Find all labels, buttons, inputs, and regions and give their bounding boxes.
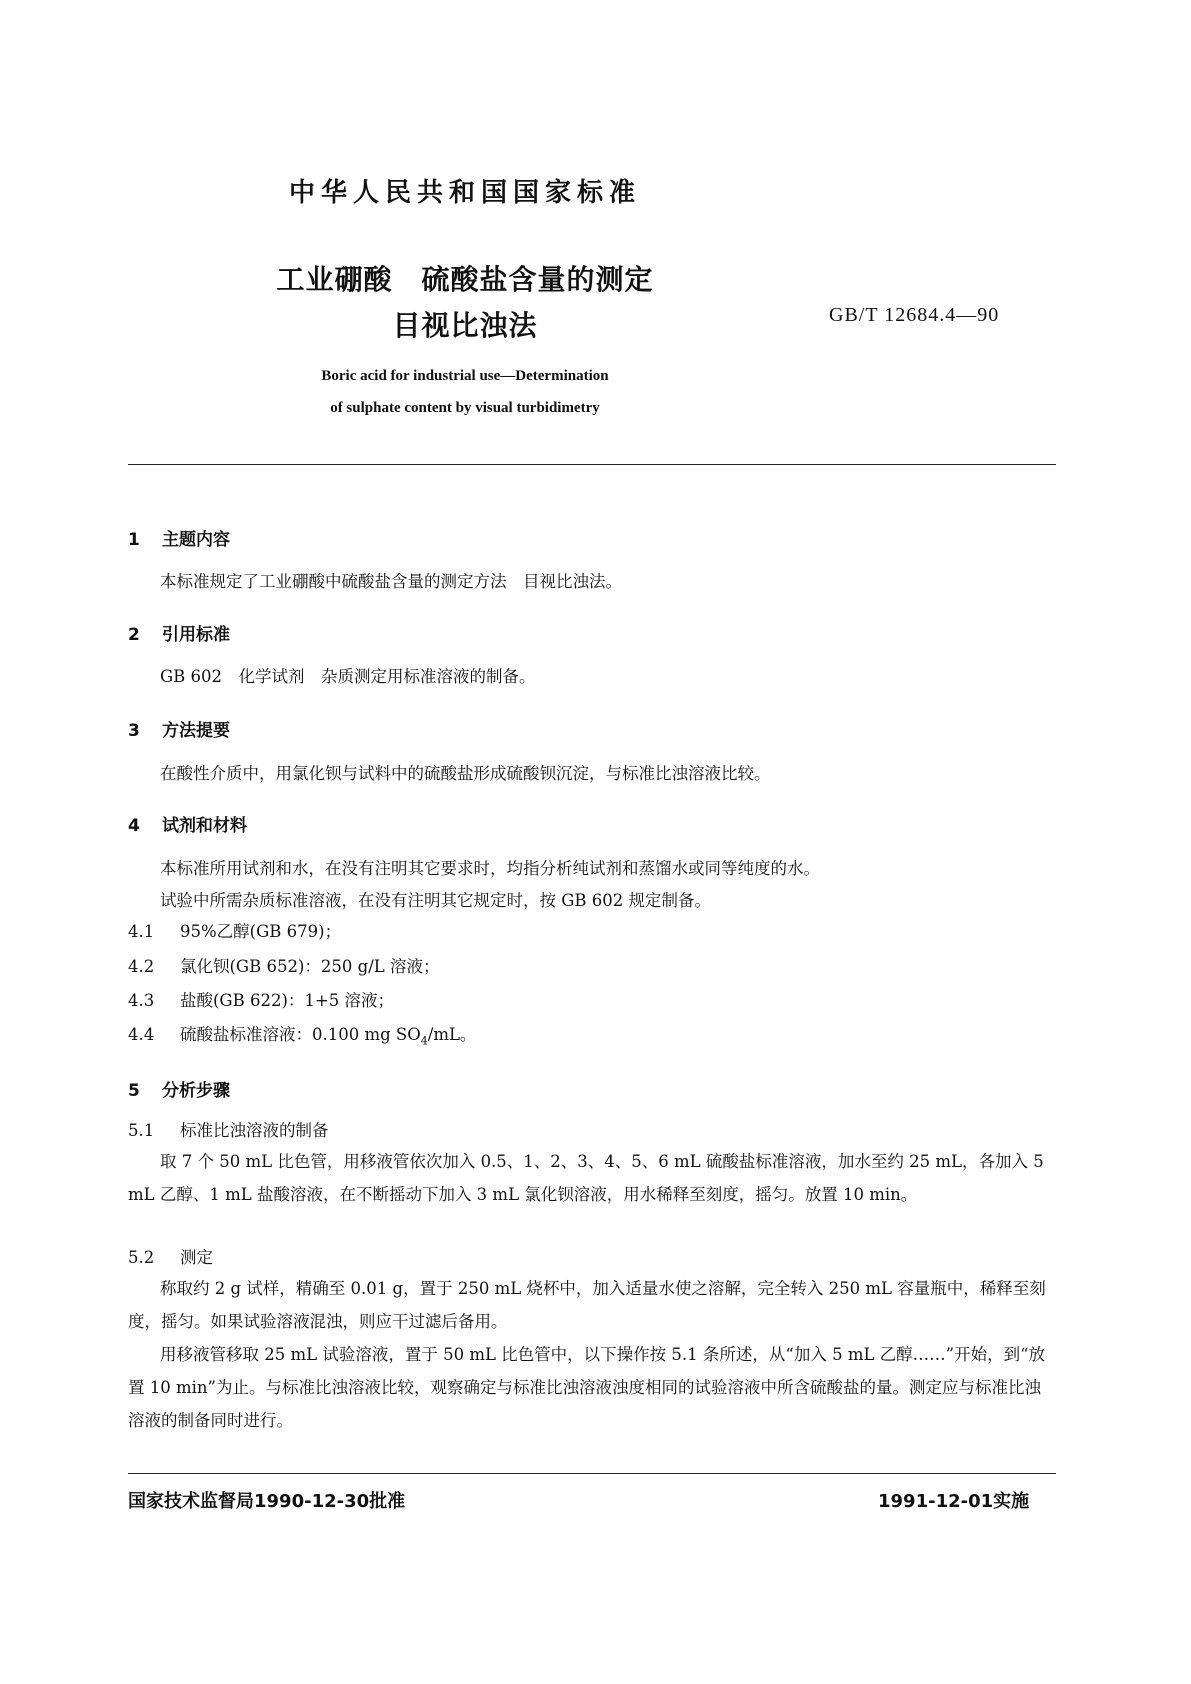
english-title-line2: of sulphate content by visual turbidimetry — [330, 400, 600, 416]
section-title: 方法提要 — [162, 721, 230, 741]
item-number: 4.3 — [128, 991, 155, 1010]
section-number: 4 — [128, 816, 140, 836]
reagent-item — [128, 987, 394, 1011]
section-1-text: 本标准规定了工业硼酸中硫酸盐含量的测定方法 目视比浊法。 — [160, 572, 622, 591]
section-3-text: 在酸性介质中，用氯化钡与试料中的硫酸盐形成硫酸钡沉淀，与标准比浊溶液比较。 — [160, 764, 771, 783]
header-divider — [128, 464, 1056, 465]
reagent-item — [128, 1021, 476, 1047]
subsection-title: 测定 — [180, 1248, 213, 1267]
subsection-5-1-heading — [128, 1117, 329, 1141]
item-text-post: /mL。 — [427, 1025, 477, 1044]
section-4-paragraph-2: 试验中所需杂质标准溶液，在没有注明其它规定时，按 GB 602 规定制备。 — [160, 891, 712, 910]
item-text-subscript: 4 — [420, 1034, 428, 1048]
section-4-heading — [128, 811, 247, 836]
section-number: 3 — [128, 721, 140, 741]
subsection-5-2-heading — [128, 1244, 213, 1268]
effective-date: 1991-12-01实施 — [878, 1491, 1030, 1512]
section-title: 引用标准 — [162, 625, 230, 645]
item-text: 盐酸(GB 622)：1+5 溶液； — [180, 991, 394, 1010]
item-number: 4.2 — [128, 957, 155, 976]
section-title: 试剂和材料 — [162, 816, 247, 836]
subsection-title: 标准比浊溶液的制备 — [180, 1121, 329, 1140]
section-title: 主题内容 — [162, 530, 230, 550]
document-title-line1: 工业硼酸 硫酸盐含量的测定 — [276, 263, 654, 296]
section-4-paragraph-1: 本标准所用试剂和水，在没有注明其它要求时，均指分析纯试剂和蒸馏水或同等纯度的水。 — [160, 859, 820, 878]
reagent-item — [128, 918, 341, 942]
footer-divider — [128, 1473, 1056, 1474]
english-title-line1: Boric acid for industrial use—Determination — [321, 368, 609, 384]
document-title-line2: 目视比浊法 — [392, 309, 538, 342]
item-number: 4.4 — [128, 1025, 155, 1044]
subsection-number: 5.1 — [128, 1121, 155, 1140]
approval-date: 国家技术监督局1990-12-30批准 — [128, 1491, 406, 1512]
section-5-heading — [128, 1076, 230, 1101]
section-number: 1 — [128, 530, 140, 550]
item-text: 95%乙醇(GB 679)； — [180, 922, 342, 941]
subsection-number: 5.2 — [128, 1248, 155, 1267]
subsection-5-2-text-1: 称取约 2 g 试样，精确至 0.01 g，置于 250 mL 烧杯中，加入适量水使之溶解，完全转入 250 mL 容量瓶中，稀释至刻度，摇匀。如果试验溶液混浊，则应干过滤后备用。 — [128, 1279, 1046, 1331]
section-2-text: GB 602 化学试剂 杂质测定用标准溶液的制备。 — [160, 667, 536, 686]
subsection-5-2-text-2: 用移液管移取 25 mL 试验溶液，置于 50 mL 比色管中，以下操作按 5.1 条所述，从“加入 5 mL 乙醇……”开始，到“放置 10 min”为止。与标准比浊溶液比较，观察确定与标准比浊溶液浊度相同的试验溶液中所含硫酸盐的量。测定应与标准比浊溶液的制备同时进行。 — [128, 1345, 1046, 1430]
item-text-pre: 硫酸盐标准溶液：0.100 mg SO — [180, 1025, 421, 1044]
subsection-5-1-text: 取 7 个 50 mL 比色管，用移液管依次加入 0.5、1、2、3、4、5、6 mL 硫酸盐标准溶液，加水至约 25 mL，各加入 5 mL 乙醇、1 mL 盐酸溶液，在不断摇动下加入 3 mL 氯化钡溶液，用水稀释至刻度，摇匀。放置 10 min。 — [128, 1152, 1044, 1204]
item-text: 氯化钡(GB 652)：250 g/L 溶液； — [180, 957, 440, 976]
national-standard-heading: 中华人民共和国国家标准 — [288, 178, 641, 208]
item-number: 4.1 — [128, 922, 155, 941]
reagent-item — [128, 953, 439, 977]
standard-code: GB/T 12684.4—90 — [829, 304, 1000, 326]
section-2-heading — [128, 620, 230, 645]
section-number: 2 — [128, 625, 140, 645]
section-title: 分析步骤 — [162, 1081, 230, 1101]
section-3-heading — [128, 716, 230, 741]
section-number: 5 — [128, 1081, 140, 1101]
section-1-heading — [128, 525, 230, 550]
